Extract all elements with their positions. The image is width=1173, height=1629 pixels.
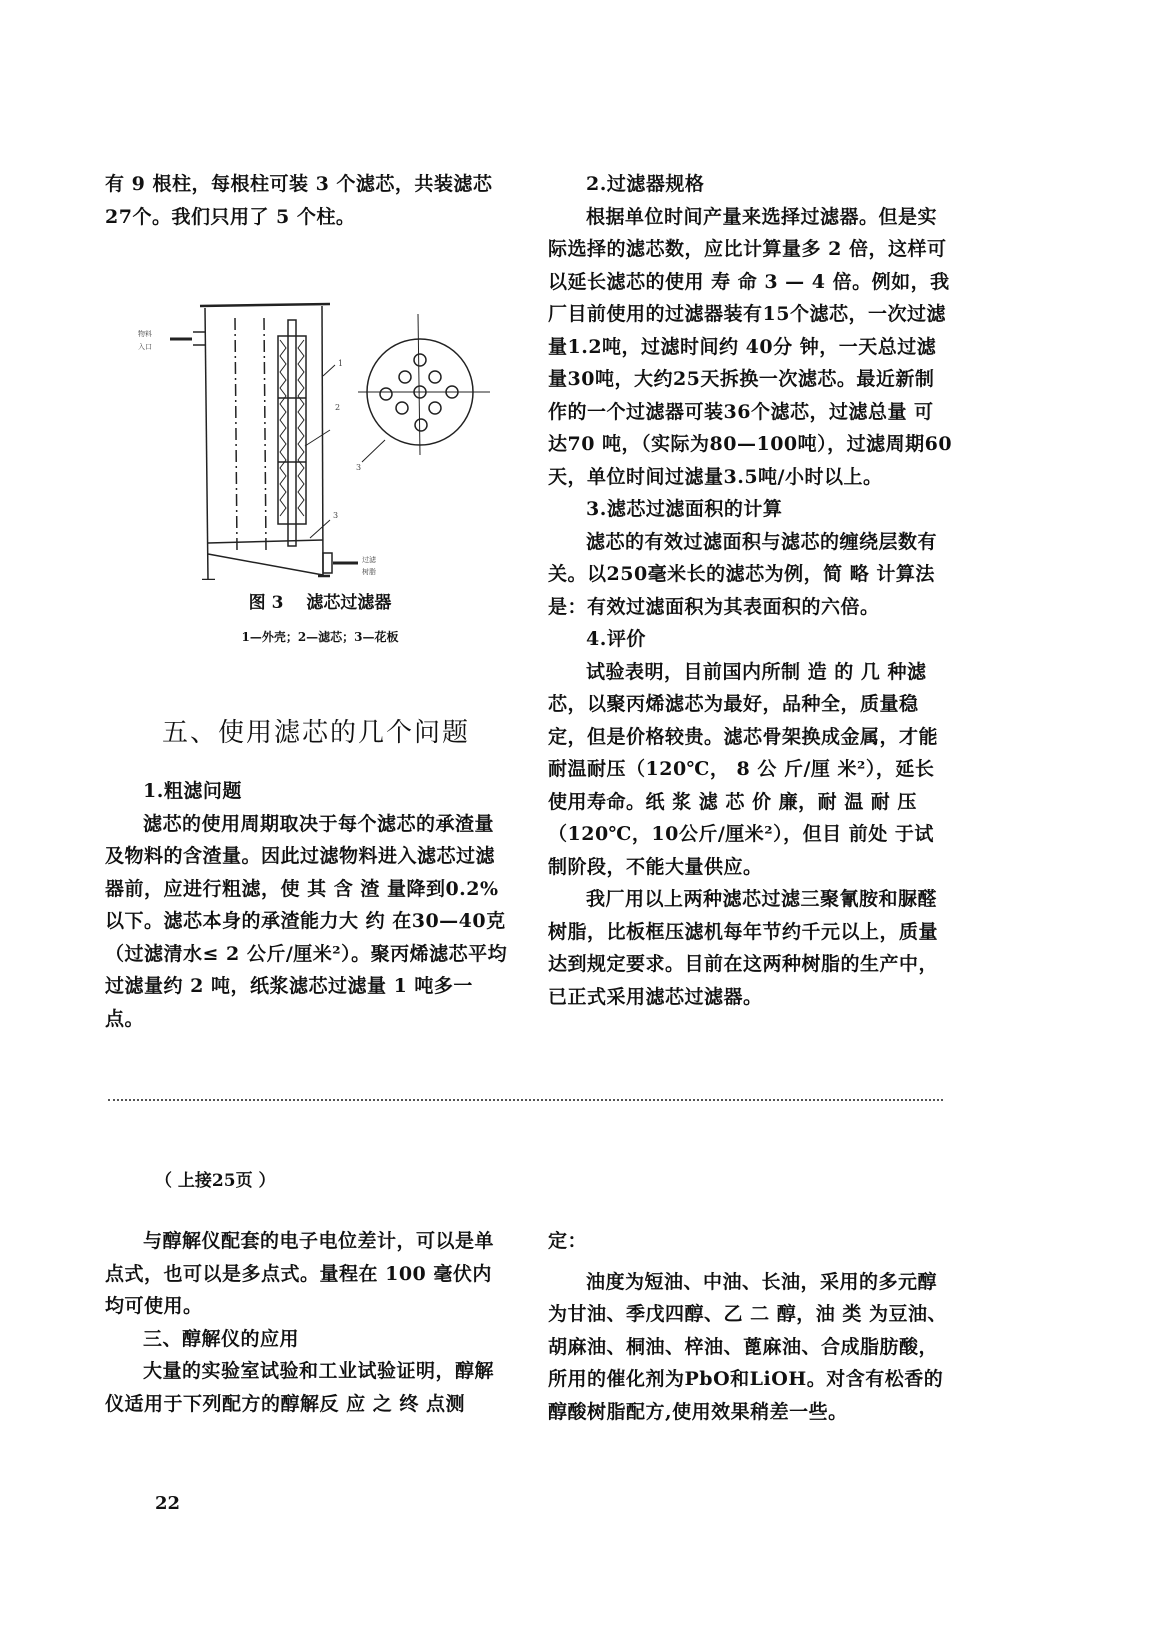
intro-line: 有 9 根柱，每根柱可装 3 个滤芯，共装滤芯 xyxy=(105,173,493,195)
outlet-label: 过滤 xyxy=(362,556,376,564)
subsection-heading: 2.过滤器规格 xyxy=(586,173,705,195)
inlet-pipe xyxy=(138,329,205,351)
paragraph: 滤芯的使用周期取决于每个滤芯的承渣量及物料的含渣量。因此过滤物料进入滤芯过滤器前，应进行粗滤，使 其 含 渣 量降到0.2%以下。滤芯本身的承渣能力大 约 在30—40克（过滤清水≤ 2 公斤/厘米²）。聚丙烯滤芯平均过滤量约 2 吨，纸浆滤芯过滤量 1 吨多一点。 xyxy=(105,812,508,1030)
section-title: 五、使用滤芯的几个问题 xyxy=(162,718,471,748)
right-column xyxy=(548,168,953,1013)
subsection-heading: 3.滤芯过滤面积的计算 xyxy=(586,498,783,520)
outlet-pipe xyxy=(323,553,377,576)
subsection-1 xyxy=(105,775,510,1035)
figure-caption: 图 3 滤芯过滤器 xyxy=(248,593,392,613)
left-column-intro xyxy=(105,168,510,233)
subsection-heading: 1.粗滤问题 xyxy=(143,780,242,802)
paragraph: 滤芯的有效过滤面积与滤芯的缠绕层数有关。以250毫米长的滤芯为例，简 略 计算法是：有效过滤面积为其表面积的六倍。 xyxy=(548,530,938,618)
paragraph: 根据单位时间产量来选择过滤器。但是实际选择的滤芯数，应比计算量多 2 倍，这样可以延长滤芯的使用 寿 命 3 — 4 倍。例如，我厂目前使用的过滤器装有15个滤芯，一次过滤量1.2吨，过滤时间约 40分 钟，一天总过滤量30吨，大约25天拆换一次滤芯。最近新制作的一个过滤器可装36个滤芯，过滤总量 可 达70 吨，（实际为80—100吨），过滤周期60天，单位时间过滤量3.5吨/小时以上。 xyxy=(548,205,953,488)
callout-3: 3 xyxy=(333,511,339,520)
page-number: 22 xyxy=(155,1493,181,1514)
figure-legend: 1—外壳；2—滤芯；3—花板 xyxy=(241,630,399,644)
intro-line: 27个。我们只用了 5 个柱。 xyxy=(105,205,356,228)
section-heading: 三、醇解仪的应用 xyxy=(143,1327,300,1350)
callout-1: 1 xyxy=(338,359,344,368)
callout-2: 2 xyxy=(335,403,341,412)
paragraph: 定： xyxy=(548,1230,588,1252)
continuation-right xyxy=(548,1225,953,1428)
part-callouts xyxy=(305,359,343,538)
dotted-separator xyxy=(108,1099,943,1101)
paragraph: 油度为短油、中油、长油，采用的多元醇为甘油、季戊四醇、乙 二 醇，油 类 为豆油、胡麻油、桐油、梓油、蓖麻油、合成脂肪酸，所用的催化剂为PbO和LiOH。对含有松香的醇酸树脂配方,使用效果稍差一些。 xyxy=(548,1270,947,1423)
callout-3b: 3 xyxy=(356,463,362,472)
paragraph: 试验表明，目前国内所制 造 的 几 种滤芯，以聚丙烯滤芯为最好，品种全，质量稳定，但是价格较贵。滤芯骨架换成金属，才能耐温耐压（120℃， 8 公 斤/厘 米²），延长使用寿命。纸 浆 滤 芯 价 廉，耐 温 耐 压（120℃，10公斤/厘米²），但目 前处 于试制阶段，不能大量供应。 xyxy=(548,660,939,878)
subsection-heading: 4.评价 xyxy=(586,628,646,650)
paragraph: 大量的实验室试验和工业试验证明，醇解仪适用于下列配方的醇解反 应 之 终 点测 xyxy=(105,1360,495,1415)
tube-sheet-plan xyxy=(356,314,490,472)
paragraph: 与醇解仪配套的电子电位差计，可以是单点式，也可以是多点式。量程在 100 毫伏内均可使用。 xyxy=(105,1230,495,1317)
paragraph: 我厂用以上两种滤芯过滤三聚氰胺和脲醛树脂，比板框压滤机每年节约千元以上，质量达到规定要求。目前在这两种树脂的生产中，已正式采用滤芯过滤器。 xyxy=(548,888,939,1008)
svg-text:入口: 入口 xyxy=(138,343,152,351)
filter-diagram xyxy=(130,270,490,580)
filter-cartridge xyxy=(278,320,306,546)
svg-text:树脂: 树脂 xyxy=(362,568,376,576)
inlet-label: 物料 xyxy=(138,330,152,338)
continuation-left xyxy=(105,1225,510,1420)
continued-note: （ 上接25页 ） xyxy=(155,1171,276,1191)
